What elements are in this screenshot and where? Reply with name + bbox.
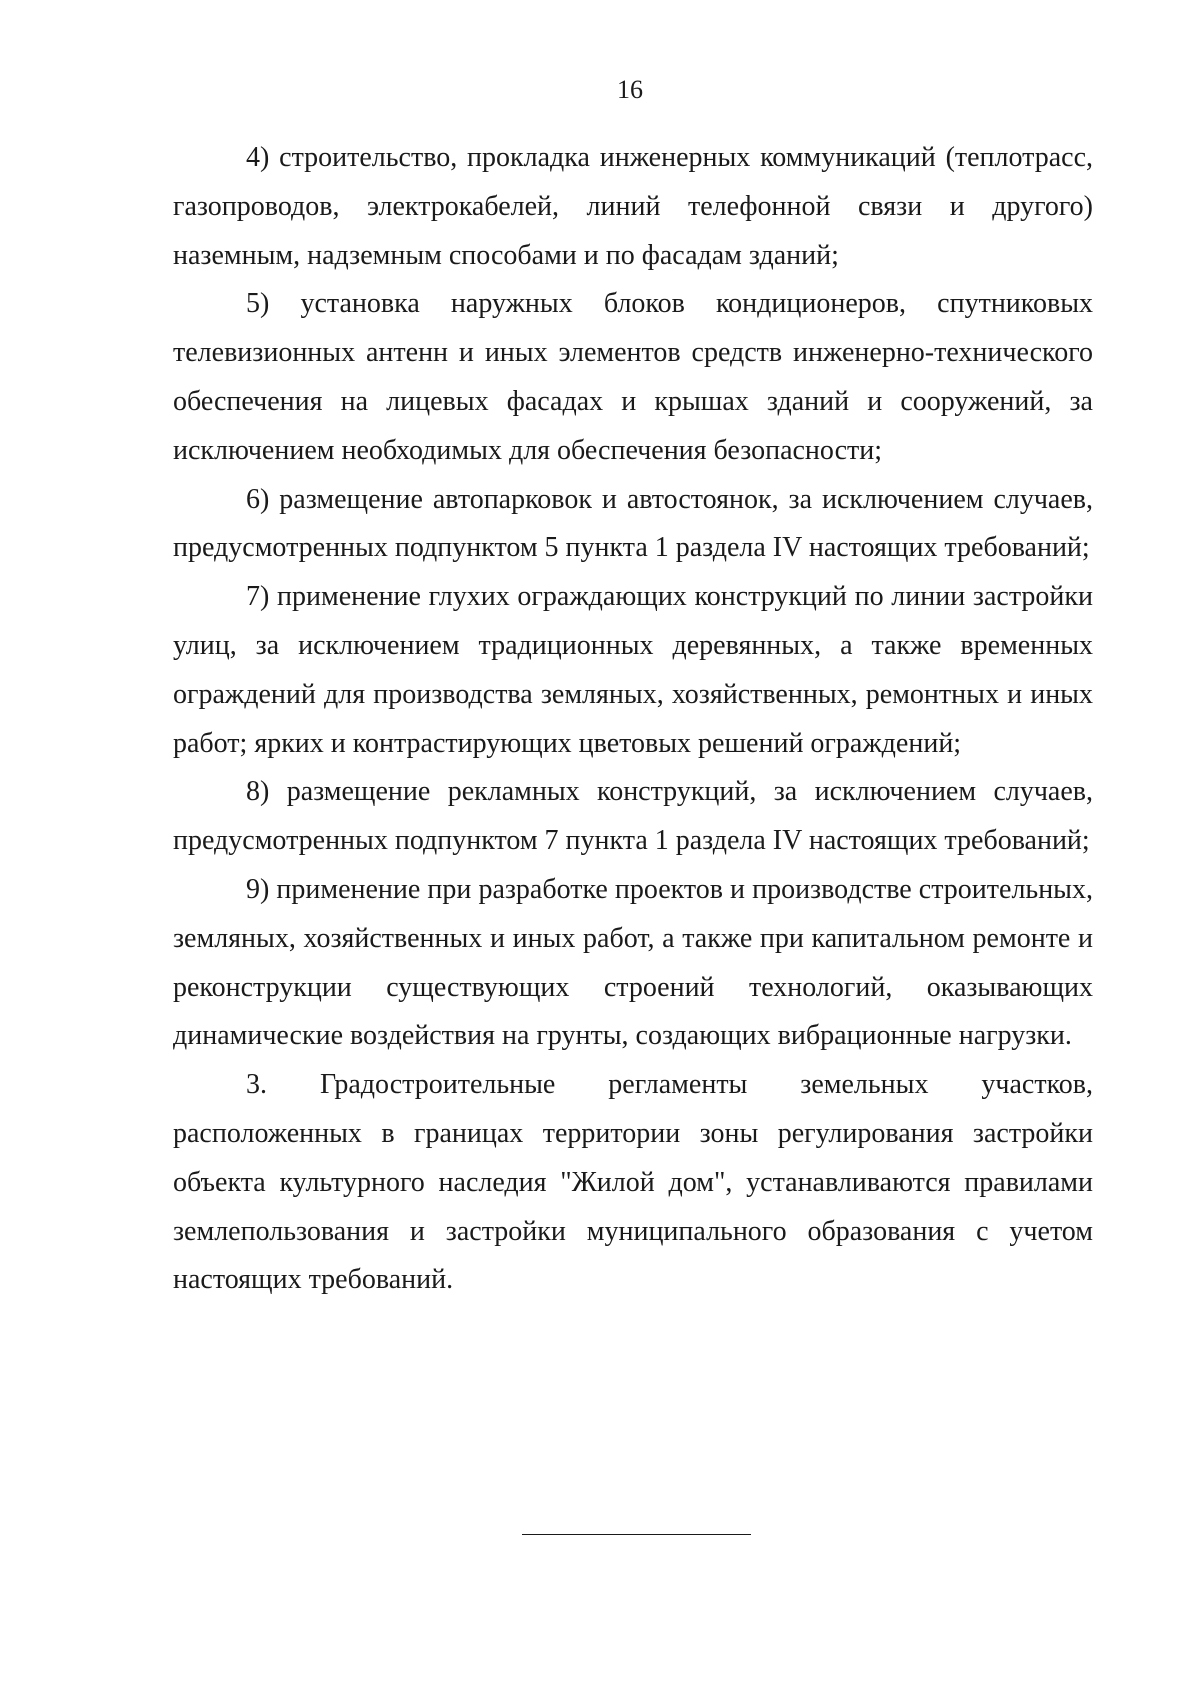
paragraph-item-7: 7) применение глухих ограждающих конструкций по линии застройки улиц, за исключением традиционных деревянных, а также временных ограждений для производства земляных, хозяйственных, ремонтных и иных работ; ярких и контрастирующих цветовых решений ограждений; — [173, 581, 1093, 759]
paragraph-item-5: 5) установка наружных блоков кондиционеров, спутниковых телевизионных антенн и иных элементов средств инженерно-технического обеспечения на лицевых фасадах и крышах зданий и сооружений, за исключением необходимых для обеспечения безопасности; — [173, 288, 1093, 466]
paragraph-item-4: 4) строительство, прокладка инженерных коммуникаций (теплотрасс, газопроводов, электрокабелей, линий телефонной связи и другого) наземным, надземным способами и по фасадам зданий; — [173, 142, 1093, 271]
paragraph-section-3: 3. Градостроительные регламенты земельных участков, расположенных в границах территории зоны регулирования застройки объекта культурного наследия "Жилой дом", устанавливаются правилами землепользования и застройки муниципального образования с учетом настоящих требований. — [173, 1069, 1093, 1296]
paragraph-item-6: 6) размещение автопарковок и автостоянок, за исключением случаев, предусмотренных подпунктом 5 пункта 1 раздела IV настоящих требований; — [173, 483, 1093, 564]
paragraph-item-8: 8) размещение рекламных конструкций, за исключением случаев, предусмотренных подпунктом 7 пункта 1 раздела IV настоящих требований; — [173, 776, 1093, 857]
page-number: 16 — [617, 75, 643, 104]
paragraph-item-9: 9) применение при разработке проектов и производстве строительных, земляных, хозяйственных и иных работ, а также при капитальном ремонте и реконструкции существующих строений технологий, оказывающих динамические воздействия на грунты, создающих вибрационные нагрузки. — [173, 873, 1093, 1052]
end-separator-line — [522, 1534, 751, 1535]
document-body — [173, 134, 1093, 1305]
